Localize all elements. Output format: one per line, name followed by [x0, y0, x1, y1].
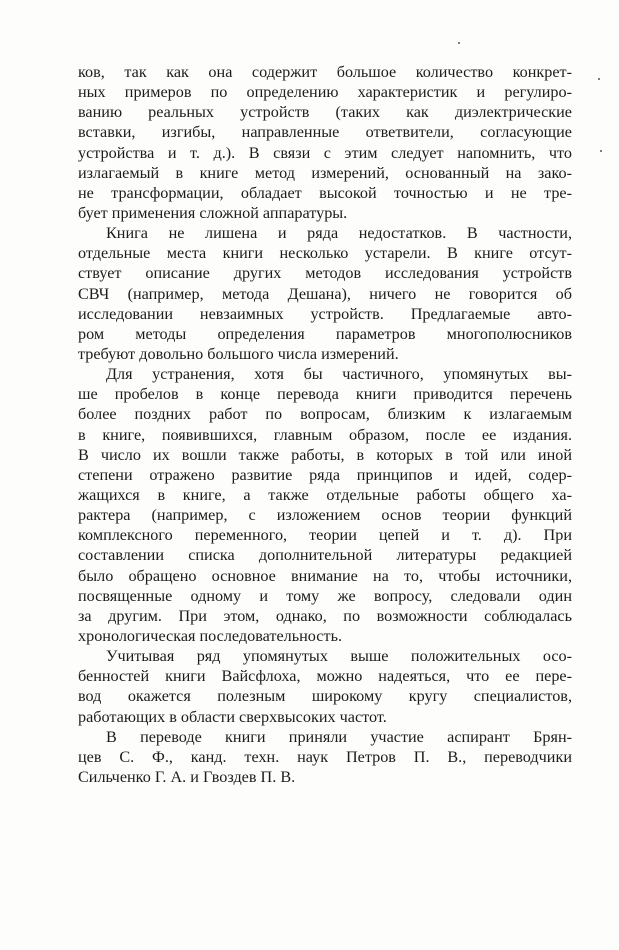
text-line: более поздних работ по вопросам, близким к излагаемым [78, 405, 572, 424]
text-line: ствует описание других методов исследования устройств [78, 264, 572, 283]
text-line: Для устранения, хотя бы частичного, упомянутых вы- [106, 365, 572, 384]
text-line: не трансформации, обладает высокой точностью и не тре- [78, 183, 572, 202]
text-line: устройства и т. д.). В связи с этим следует напомнить, что [78, 143, 572, 162]
text-line: бенностей книги Вайсфлоха, можно надеяться, что ее пере- [78, 667, 572, 686]
text-line: цев С. Ф., канд. техн. наук Петров П. В., переводчики [78, 747, 572, 766]
text-line: было обращено основное внимание на то, чтобы источники, [78, 566, 572, 585]
text-line: исследовании невзаимных устройств. Предлагаемые авто- [78, 304, 572, 323]
text-line: вод окажется полезным широкому кругу специалистов, [78, 687, 572, 706]
text-line: работающих в области сверхвысоких частот. [78, 707, 387, 726]
text-line: СВЧ (например, метода Дешана), ничего не говорится об [78, 284, 572, 303]
text-line: Учитывая ряд упомянутых выше положительных осо- [106, 647, 572, 666]
text-line: рактера (например, с изложением основ теории функций [78, 506, 572, 525]
text-line: В число их вошли также работы, в которых в той или иной [78, 445, 572, 464]
body-text [78, 62, 572, 787]
text-line: бует применения сложной аппаратуры. [78, 203, 348, 222]
text-line: излагаемый в книге метод измерений, основанный на зако- [78, 163, 572, 182]
text-line: хронологическая последовательность. [78, 626, 342, 645]
scan-speck [598, 78, 600, 80]
text-line: В переводе книги приняли участие аспирант Брян- [106, 727, 572, 746]
text-line: степени отражено развитие ряда принципов и идей, содер- [78, 465, 572, 484]
text-line: ных примеров по определению характеристик и регулиро- [78, 83, 572, 102]
text-line: требуют довольно большого числа измерений. [78, 344, 399, 363]
text-line: жащихся в книге, а также отдельные работы общего ха- [78, 485, 572, 504]
text-line: ше пробелов в конце перевода книги приводится перечень [78, 385, 572, 404]
scan-speck [458, 42, 460, 44]
text-line: вставки, изгибы, направленные ответвители, согласующие [78, 123, 572, 142]
text-line: в книге, появившихся, главным образом, после ее издания. [78, 425, 572, 444]
text-line: Книга не лишена и ряда недостатков. В частности, [106, 224, 572, 243]
scan-speck [600, 150, 602, 152]
text-line: ванию реальных устройств (таких как диэлектрические [78, 103, 572, 122]
text-line: комплексного переменного, теории цепей и т. д). При [78, 526, 572, 545]
text-line: ром методы определения параметров многополюсников [78, 324, 572, 343]
text-line: Сильченко Г. А. и Гвоздев П. В. [78, 767, 296, 786]
text-line: составлении списка дополнительной литературы редакцией [78, 546, 572, 565]
text-line: отдельные места книги несколько устарели. В книге отсут- [78, 244, 572, 263]
text-line: посвященные одному и тому же вопросу, следовали один [78, 586, 572, 605]
text-line: ков, так как она содержит большое количество конкрет- [78, 63, 572, 81]
text-line: за другим. При этом, однако, по возможности соблюдалась [78, 606, 572, 625]
